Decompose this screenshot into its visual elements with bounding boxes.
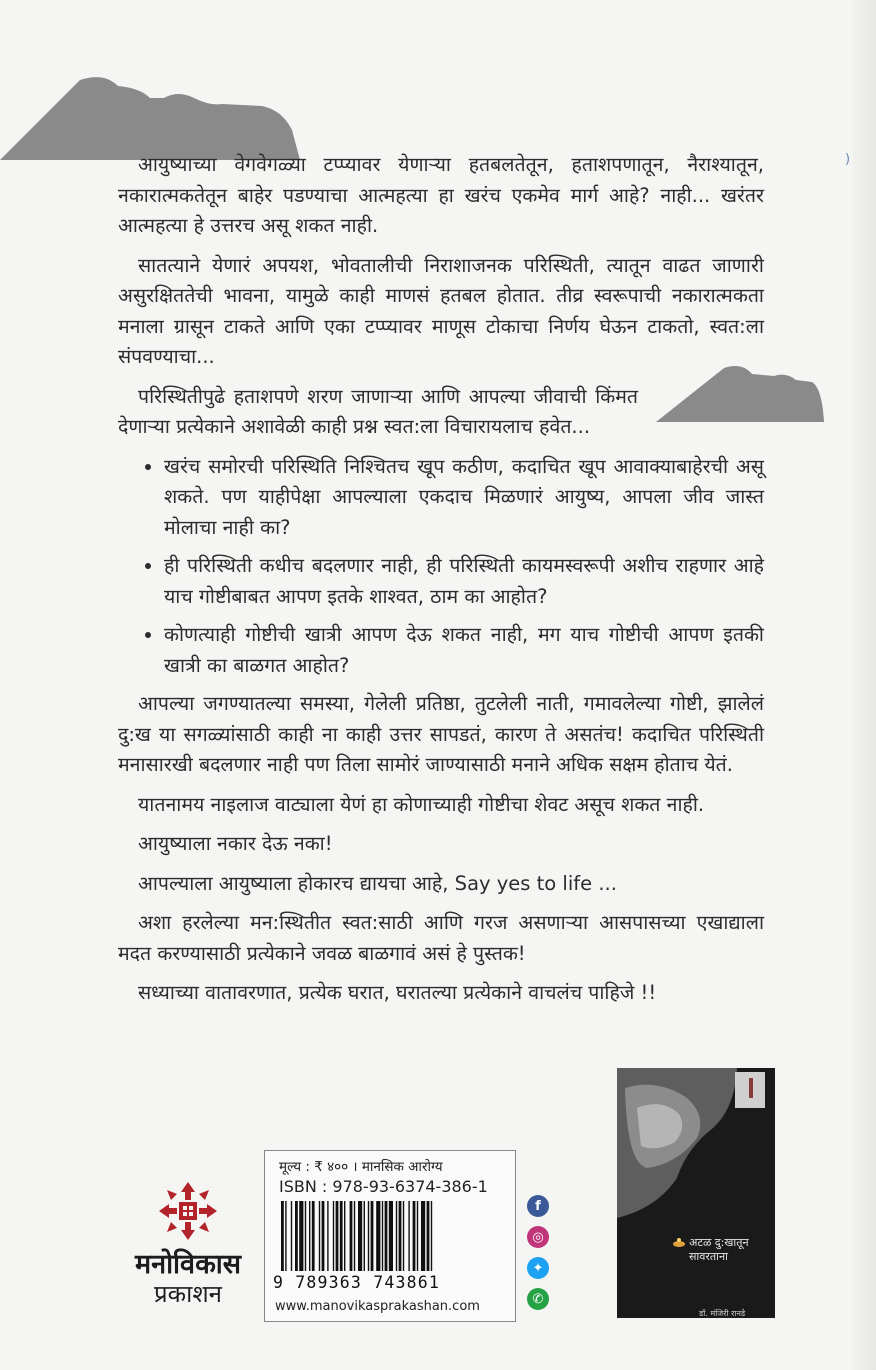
price-line: मूल्य : ₹ ४०० । मानसिक आरोग्य: [279, 1159, 443, 1175]
barcode-bar: [364, 1201, 365, 1271]
barcode-bar: [350, 1201, 353, 1271]
barcode-bar: [295, 1201, 298, 1271]
paragraph: परिस्थितीपुढे हताशपणे शरण जाणाऱ्या आणि आपल्या जीवाची किंमत देणाऱ्या प्रत्येकाने अशावेळी काही प्रश्न स्वत:ला विचारायलाच हवेत...: [118, 384, 638, 438]
barcode-bar: [327, 1201, 328, 1271]
list-item: • ही परिस्थिती कधीच बदलणार नाही, ही परिस्थिती कायमस्वरूपी अशीच राहणार आहे याच गोष्टीबाबत आपण इतके शाश्वत, ठाम का आहोत?: [164, 551, 764, 612]
barcode-bar: [399, 1201, 402, 1271]
barcode-bar: [354, 1201, 355, 1271]
barcode-bar: [389, 1201, 393, 1271]
silhouette-figure-top: [0, 68, 300, 163]
cover-photo: [617, 1068, 775, 1318]
barcode-bar: [291, 1201, 292, 1271]
barcode-bar: [319, 1201, 320, 1271]
barcode-bar: [333, 1201, 334, 1271]
barcode-image: [279, 1201, 501, 1273]
publisher-logo: [118, 1180, 258, 1308]
barcode-bar: [305, 1201, 306, 1271]
twitter-icon: ✦: [527, 1257, 549, 1279]
paragraph: सातत्याने येणारं अपयश, भोवतालीची निराशाजनक परिस्थिती, त्यातून वाढत जाणारी असुरक्षिततेची भावना, यामुळे काही माणसं हतबल होतात. तीव्र स्वरूपाची नकारात्मकता मनाला ग्रासून टाकते आणि एका टप्प्यावर माणूस टोकाचा निर्णय घेऊन टाकतो, स्वत:ला संपवण्याचा...: [118, 253, 764, 368]
barcode-digits: 9 789363 743861: [273, 1273, 441, 1292]
social-icons: [527, 1195, 553, 1319]
barcode-bar: [413, 1201, 416, 1271]
paragraph: यातनामय नाइलाज वाट्याला येणं हा कोणाच्याही गोष्टीचा शेवट असूच शकत नाही.: [138, 792, 705, 816]
paragraph: आयुष्याला नकार देऊ नका!: [138, 832, 333, 855]
barcode-bar: [299, 1201, 303, 1271]
barcode-bar: [385, 1201, 388, 1271]
paragraph: सध्याच्या वातावरणात, प्रत्येक घरात, घरातल्या प्रत्येकाने वाचलंच पाहिजे !!: [138, 981, 657, 1004]
barcode-bar: [371, 1201, 374, 1271]
barcode-bar: [421, 1201, 425, 1271]
barcode-bar: [427, 1201, 430, 1271]
barcode-bar: [408, 1201, 409, 1271]
facebook-icon: f: [527, 1195, 549, 1217]
paragraph: अशा हरलेल्या मन:स्थितीत स्वत:साठी आणि गरज असणाऱ्या आसपासच्या एखाद्याला मदत करण्यासाठी प्रत्येकाने जवळ बाळगावं असं हे पुस्तक!: [118, 911, 764, 965]
instagram-icon: ◎: [527, 1226, 549, 1248]
barcode-bar: [431, 1201, 432, 1271]
barcode-bar: [417, 1201, 418, 1271]
list-item: • खरंच समोरची परिस्थिति निश्चितच खूप कठीण, कदाचित खूप आवाक्याबाहेरची असू शकते. पण याहीपेक्षा आपल्याला एकदाच मिळणारं आयुष्य, आपला जीव जास्त मोलाचा नाही का?: [164, 452, 764, 544]
barcode-bar: [396, 1201, 397, 1271]
barcode-bar: [368, 1201, 369, 1271]
barcode-bar: [358, 1201, 362, 1271]
barcode-bar: [281, 1201, 284, 1271]
front-cover-thumbnail: [617, 1068, 775, 1318]
cover-title: अटळ दु:खातून सावरताना: [689, 1236, 749, 1263]
paragraph: आयुष्याच्या वेगवेगळ्या टप्प्यावर येणाऱ्या हतबलतेतून, हताशपणातून, नैराश्यातून, नकारात्मकतेतून बाहेर पडण्याचा आत्महत्या हा खरंच एकमेव मार्ग आहे? नाही... खरंतर आत्महत्या हे उत्तरच असू शकत नाही.: [118, 153, 764, 237]
barcode-bar: [376, 1201, 380, 1271]
website-url: www.manovikasprakashan.com: [275, 1299, 480, 1314]
barcode-bar: [322, 1201, 325, 1271]
barcode-bar: [285, 1201, 286, 1271]
question-list: [118, 452, 764, 682]
publisher-name: मनोविकास: [134, 1249, 242, 1280]
barcode-bar: [403, 1201, 404, 1271]
blurb-text: [118, 150, 764, 1018]
whatsapp-icon: ✆: [527, 1288, 549, 1310]
cover-author: डॉ. मंजिरी रानडे: [699, 1309, 746, 1318]
list-item: • कोणत्याही गोष्टीची खात्री आपण देऊ शकत नाही, मग याच गोष्टीची आपण इतकी खात्री का बाळगत आहोत?: [164, 620, 764, 681]
isbn-label: ISBN : 978-93-6374-386-1: [279, 1177, 488, 1196]
barcode-bar: [344, 1201, 345, 1271]
book-edge: [852, 0, 876, 1370]
paragraph: आपल्याला आयुष्याला होकारच द्यायचा आहे, Say yes to life ...: [138, 871, 617, 895]
publisher-subtitle: प्रकाशन: [154, 1280, 222, 1308]
barcode-bar: [336, 1201, 339, 1271]
barcode-bar: [382, 1201, 383, 1271]
barcode-bar: [312, 1201, 315, 1271]
barcode-bar: [309, 1201, 310, 1271]
barcode-bar: [340, 1201, 343, 1271]
paragraph: आपल्या जगण्यातल्या समस्या, गेलेली प्रतिष्ठा, तुटलेली नाती, गमावलेल्या गोष्टी, झालेलं दु:ख या सगळ्यांसाठी काही ना काही उत्तर सापडतं, कारण ते असतंच! कदाचित परिस्थिती मनासारखी बदलणार नाही पण तिला सामोरं जाण्यासाठी मनाने अधिक सक्षम होताच येतं.: [118, 692, 764, 776]
edge-mark: ): [845, 152, 851, 167]
publisher-emblem-icon: [157, 1180, 219, 1242]
barcode-box: [264, 1150, 516, 1322]
